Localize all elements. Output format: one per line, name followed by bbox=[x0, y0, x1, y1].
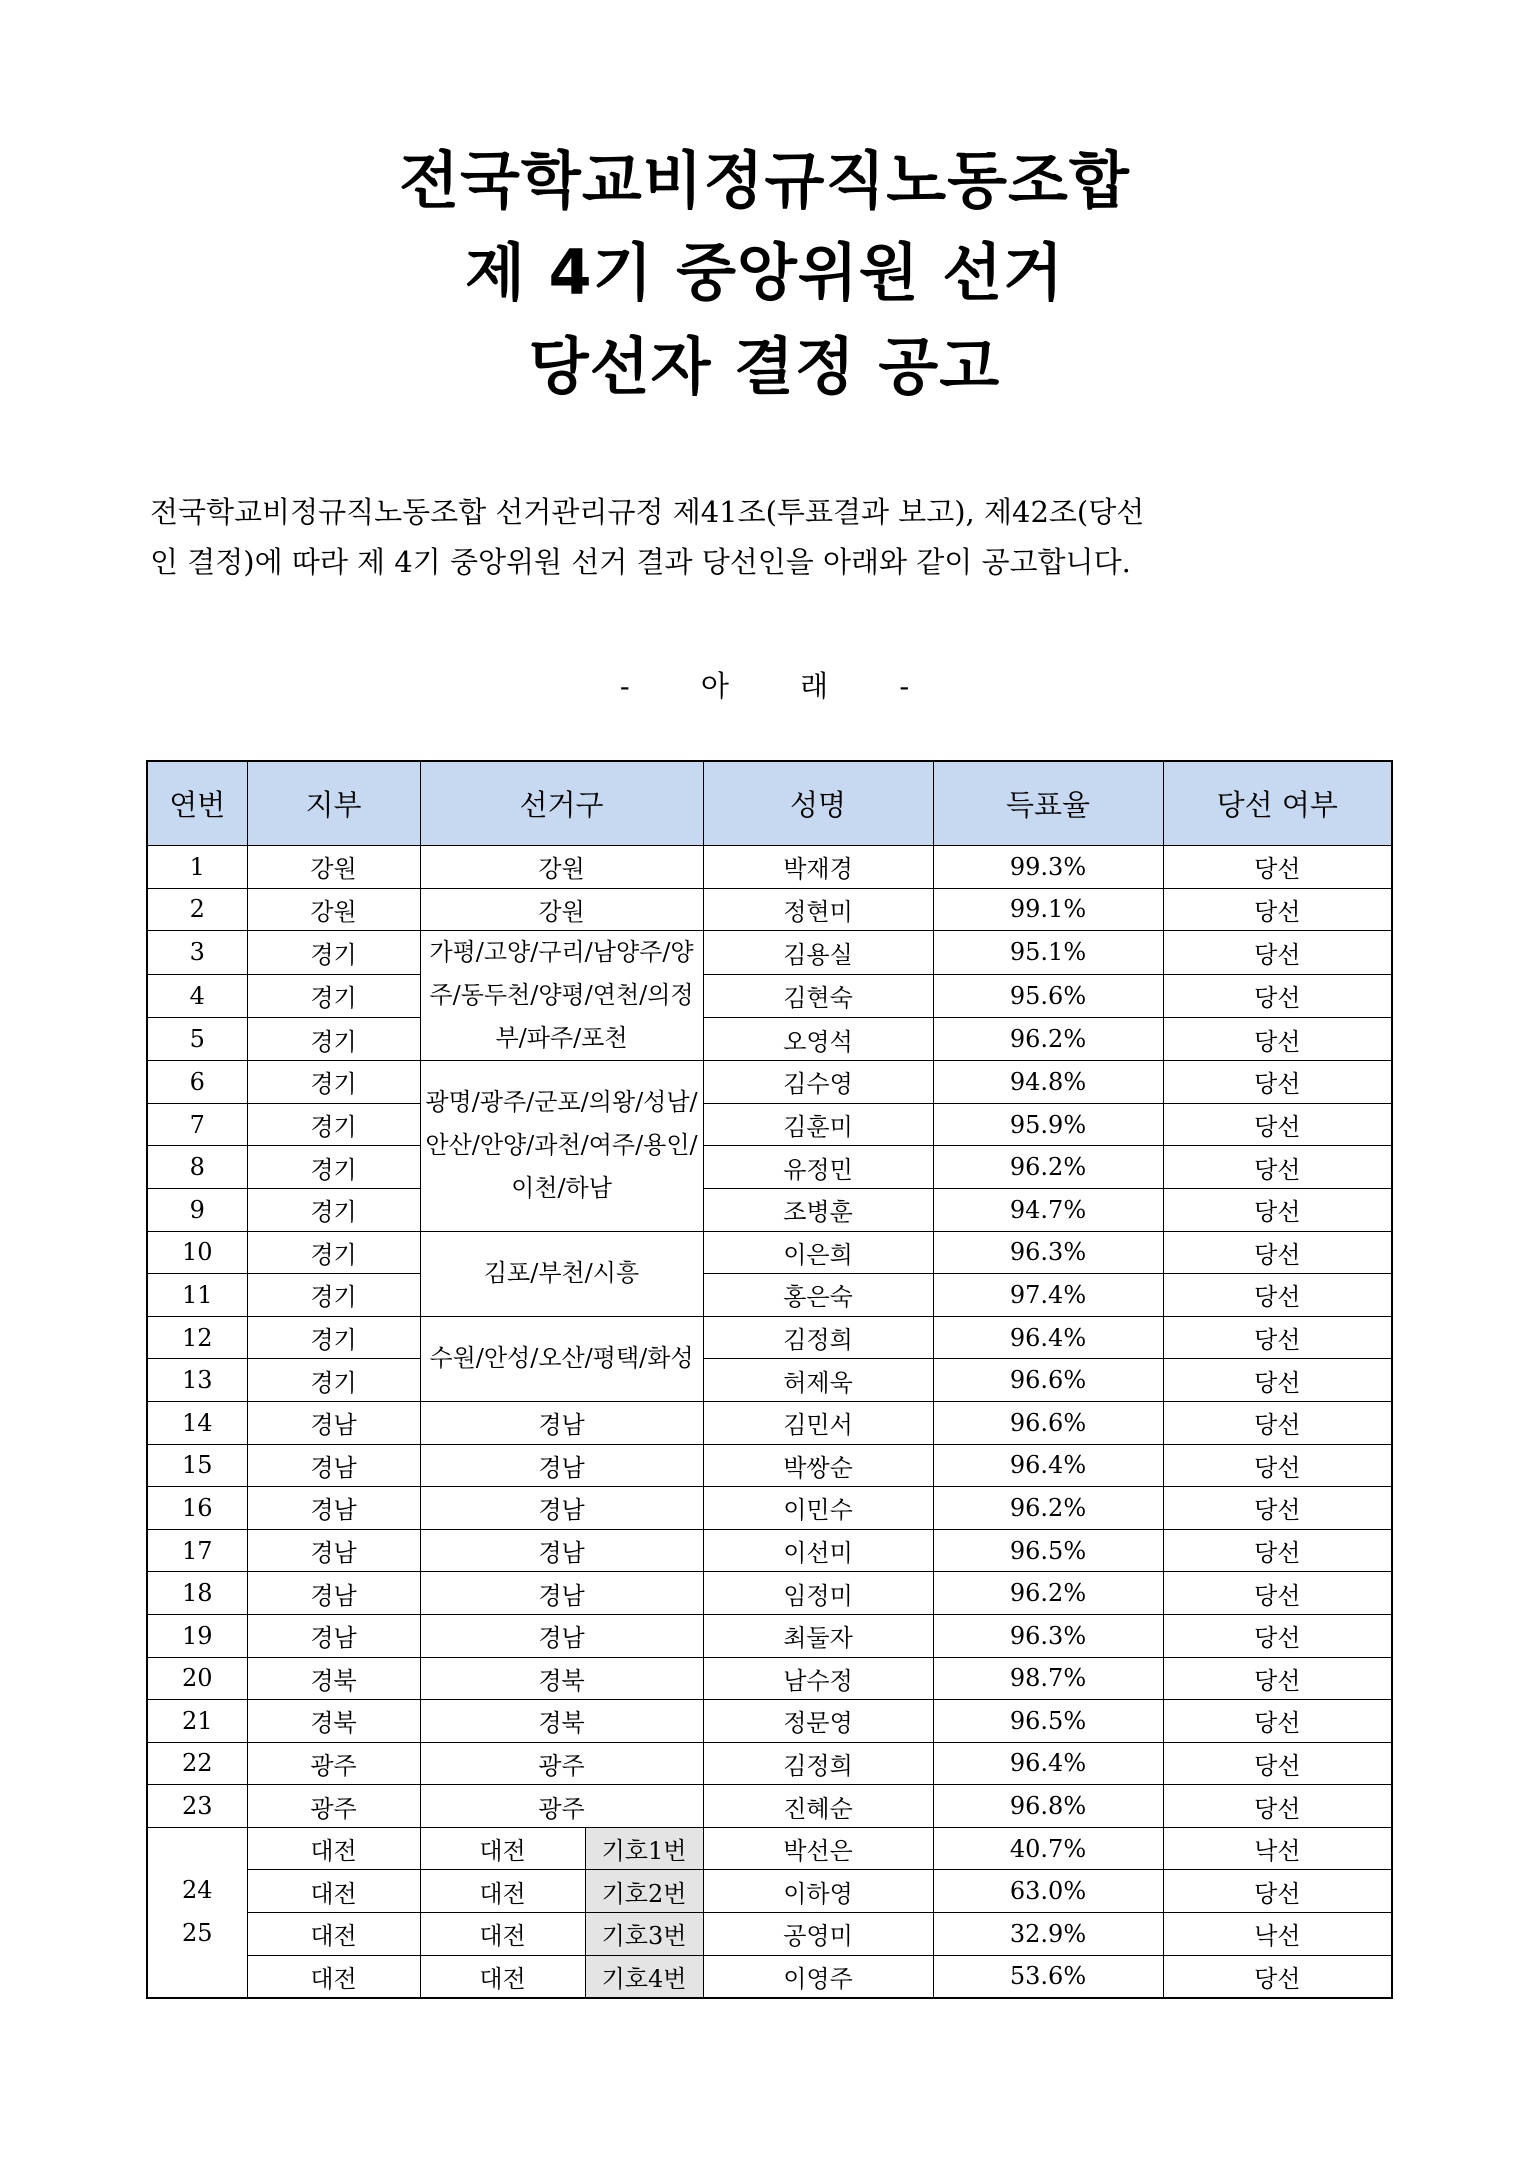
cell-symbol: 기호1번 bbox=[585, 1827, 703, 1870]
title-line-3: 당선자 결정 공고 bbox=[528, 330, 1001, 403]
cell-name: 이하영 bbox=[703, 1870, 933, 1913]
cell-result: 당선 bbox=[1163, 1444, 1392, 1487]
table-row bbox=[147, 1231, 1392, 1274]
table-row bbox=[147, 1017, 1392, 1060]
cell-branch: 경기 bbox=[247, 1274, 420, 1317]
cell-branch: 경기 bbox=[247, 1359, 420, 1402]
cell-result: 당선 bbox=[1163, 931, 1392, 974]
cell-rate: 99.1% bbox=[933, 888, 1163, 931]
cell-rate: 95.6% bbox=[933, 974, 1163, 1017]
cell-name: 이선미 bbox=[703, 1529, 933, 1572]
cell-rate: 96.5% bbox=[933, 1700, 1163, 1743]
cell-no: 13 bbox=[147, 1359, 247, 1402]
cell-name: 김용실 bbox=[703, 931, 933, 974]
cell-district: 수원/안성/오산/평택/화성 bbox=[420, 1316, 703, 1401]
table-row bbox=[147, 888, 1392, 931]
table-row bbox=[147, 1188, 1392, 1231]
cell-result: 낙선 bbox=[1163, 1827, 1392, 1870]
cell-name: 정현미 bbox=[703, 888, 933, 931]
cell-name: 정문영 bbox=[703, 1700, 933, 1743]
table-row bbox=[147, 1614, 1392, 1657]
cell-no: 17 bbox=[147, 1529, 247, 1572]
cell-result: 당선 bbox=[1163, 1188, 1392, 1231]
cell-result: 당선 bbox=[1163, 1146, 1392, 1189]
cell-name: 김수영 bbox=[703, 1061, 933, 1104]
cell-result: 당선 bbox=[1163, 1700, 1392, 1743]
cell-branch: 경남 bbox=[247, 1444, 420, 1487]
cell-name: 김정희 bbox=[703, 1316, 933, 1359]
cell-district: 광주 bbox=[420, 1742, 703, 1785]
title-line-2: 제 4기 중앙위원 선거 bbox=[464, 236, 1065, 309]
cell-no: 1 bbox=[147, 846, 247, 889]
header-branch: 지부 bbox=[247, 761, 420, 846]
cell-symbol: 기호2번 bbox=[585, 1870, 703, 1913]
cell-name: 김현숙 bbox=[703, 974, 933, 1017]
cell-name: 박쌍순 bbox=[703, 1444, 933, 1487]
cell-result: 낙선 bbox=[1163, 1913, 1392, 1956]
table-row bbox=[147, 1487, 1392, 1530]
cell-symbol: 기호3번 bbox=[585, 1913, 703, 1956]
cell-no: 11 bbox=[147, 1274, 247, 1317]
cell-branch: 경기 bbox=[247, 931, 420, 974]
cell-district: 경남 bbox=[420, 1614, 703, 1657]
cell-branch: 경남 bbox=[247, 1572, 420, 1615]
table-row bbox=[147, 1103, 1392, 1146]
table-row bbox=[147, 846, 1392, 889]
cell-branch: 광주 bbox=[247, 1742, 420, 1785]
table-row bbox=[147, 1316, 1392, 1359]
cell-rate: 96.2% bbox=[933, 1146, 1163, 1189]
cell-result: 당선 bbox=[1163, 846, 1392, 889]
cell-result: 당선 bbox=[1163, 1274, 1392, 1317]
cell-district: 광주 bbox=[420, 1785, 703, 1828]
cell-no: 7 bbox=[147, 1103, 247, 1146]
cell-rate: 96.6% bbox=[933, 1401, 1163, 1444]
cell-branch: 강원 bbox=[247, 888, 420, 931]
cell-rate: 94.8% bbox=[933, 1061, 1163, 1104]
cell-rate: 40.7% bbox=[933, 1827, 1163, 1870]
cell-rate: 96.2% bbox=[933, 1572, 1163, 1615]
cell-result: 당선 bbox=[1163, 1103, 1392, 1146]
table-header-row bbox=[147, 761, 1392, 846]
table-row bbox=[147, 931, 1392, 974]
cell-result: 당선 bbox=[1163, 1487, 1392, 1530]
cell-district: 경남 bbox=[420, 1401, 703, 1444]
table-row bbox=[147, 1827, 1392, 1870]
cell-district: 강원 bbox=[420, 846, 703, 889]
cell-name: 이민수 bbox=[703, 1487, 933, 1530]
header-district: 선거구 bbox=[420, 761, 703, 846]
cell-no: 2 bbox=[147, 888, 247, 931]
cell-branch: 경남 bbox=[247, 1614, 420, 1657]
cell-result: 당선 bbox=[1163, 1529, 1392, 1572]
cell-name: 오영석 bbox=[703, 1017, 933, 1060]
cell-result: 당선 bbox=[1163, 1614, 1392, 1657]
below-label: - 아 래 - bbox=[619, 669, 910, 703]
cell-no: 22 bbox=[147, 1742, 247, 1785]
cell-rate: 96.4% bbox=[933, 1316, 1163, 1359]
cell-district: 강원 bbox=[420, 888, 703, 931]
cell-no: 14 bbox=[147, 1401, 247, 1444]
cell-result: 당선 bbox=[1163, 1572, 1392, 1615]
table-row bbox=[147, 1913, 1392, 1956]
table-row bbox=[147, 1274, 1392, 1317]
intro-paragraph bbox=[150, 487, 1380, 587]
cell-district: 가평/고양/구리/남양주/양주/동두천/양평/연천/의정부/파주/포천 bbox=[420, 931, 703, 1061]
cell-result: 당선 bbox=[1163, 1359, 1392, 1402]
cell-district: 대전 bbox=[420, 1870, 585, 1913]
cell-no: 23 bbox=[147, 1785, 247, 1828]
cell-rate: 96.4% bbox=[933, 1742, 1163, 1785]
cell-branch: 경기 bbox=[247, 1231, 420, 1274]
intro-line-2: 인 결정)에 따라 제 4기 중앙위원 선거 결과 당선인을 아래와 같이 공고합니다. bbox=[150, 545, 1131, 579]
cell-no: 15 bbox=[147, 1444, 247, 1487]
cell-result: 당선 bbox=[1163, 1870, 1392, 1913]
cell-rate: 94.7% bbox=[933, 1188, 1163, 1231]
cell-result: 당선 bbox=[1163, 888, 1392, 931]
cell-rate: 96.2% bbox=[933, 1017, 1163, 1060]
cell-rate: 98.7% bbox=[933, 1657, 1163, 1700]
cell-branch: 경남 bbox=[247, 1401, 420, 1444]
cell-rate: 96.2% bbox=[933, 1487, 1163, 1530]
cell-no: 5 bbox=[147, 1017, 247, 1060]
cell-branch: 경기 bbox=[247, 1061, 420, 1104]
cell-district: 경남 bbox=[420, 1444, 703, 1487]
cell-name: 김훈미 bbox=[703, 1103, 933, 1146]
table-row bbox=[147, 1742, 1392, 1785]
cell-name: 임정미 bbox=[703, 1572, 933, 1615]
cell-rate: 63.0% bbox=[933, 1870, 1163, 1913]
cell-rate: 95.1% bbox=[933, 931, 1163, 974]
table-row bbox=[147, 1572, 1392, 1615]
cell-rate: 96.3% bbox=[933, 1614, 1163, 1657]
header-result: 당선 여부 bbox=[1163, 761, 1392, 846]
cell-no: 8 bbox=[147, 1146, 247, 1189]
title-line-1: 전국학교비정규직노동조합 bbox=[399, 144, 1130, 217]
intro-line-1: 전국학교비정규직노동조합 선거관리규정 제41조(투표결과 보고), 제42조(당선 bbox=[150, 495, 1145, 529]
table-row bbox=[147, 1146, 1392, 1189]
cell-no-merged bbox=[147, 1827, 247, 1997]
cell-name: 이영주 bbox=[703, 1955, 933, 1998]
cell-result: 당선 bbox=[1163, 1231, 1392, 1274]
cell-branch: 경기 bbox=[247, 1316, 420, 1359]
cell-district: 광명/광주/군포/의왕/성남/안산/안양/과천/여주/용인/이천/하남 bbox=[420, 1061, 703, 1231]
cell-no: 4 bbox=[147, 974, 247, 1017]
cell-district: 대전 bbox=[420, 1913, 585, 1956]
cell-branch: 경기 bbox=[247, 1103, 420, 1146]
cell-result: 당선 bbox=[1163, 1316, 1392, 1359]
table-row bbox=[147, 1700, 1392, 1743]
cell-district: 대전 bbox=[420, 1827, 585, 1870]
cell-district: 경남 bbox=[420, 1572, 703, 1615]
cell-name: 허제욱 bbox=[703, 1359, 933, 1402]
cell-branch: 경북 bbox=[247, 1657, 420, 1700]
table-row bbox=[147, 1657, 1392, 1700]
cell-branch: 대전 bbox=[247, 1870, 420, 1913]
cell-result: 당선 bbox=[1163, 1061, 1392, 1104]
cell-rate: 96.4% bbox=[933, 1444, 1163, 1487]
cell-result: 당선 bbox=[1163, 1657, 1392, 1700]
cell-name: 공영미 bbox=[703, 1913, 933, 1956]
cell-name: 김정희 bbox=[703, 1742, 933, 1785]
cell-symbol: 기호4번 bbox=[585, 1955, 703, 1998]
cell-rate: 96.3% bbox=[933, 1231, 1163, 1274]
cell-result: 당선 bbox=[1163, 1017, 1392, 1060]
cell-branch: 대전 bbox=[247, 1827, 420, 1870]
cell-result: 당선 bbox=[1163, 1742, 1392, 1785]
header-rate: 득표율 bbox=[933, 761, 1163, 846]
cell-name: 박재경 bbox=[703, 846, 933, 889]
cell-branch: 경기 bbox=[247, 974, 420, 1017]
cell-no-top: 24 bbox=[181, 1876, 213, 1905]
cell-no: 9 bbox=[147, 1188, 247, 1231]
cell-rate: 96.6% bbox=[933, 1359, 1163, 1402]
results-table bbox=[146, 760, 1393, 1999]
cell-rate: 96.8% bbox=[933, 1785, 1163, 1828]
table-row bbox=[147, 974, 1392, 1017]
cell-branch: 경남 bbox=[247, 1529, 420, 1572]
cell-name: 김민서 bbox=[703, 1401, 933, 1444]
cell-district: 김포/부천/시흥 bbox=[420, 1231, 703, 1316]
cell-no-bottom: 25 bbox=[181, 1919, 213, 1948]
header-no: 연번 bbox=[147, 761, 247, 846]
cell-no: 20 bbox=[147, 1657, 247, 1700]
cell-branch: 광주 bbox=[247, 1785, 420, 1828]
cell-district: 경북 bbox=[420, 1657, 703, 1700]
cell-no: 18 bbox=[147, 1572, 247, 1615]
cell-district: 경남 bbox=[420, 1487, 703, 1530]
cell-rate: 53.6% bbox=[933, 1955, 1163, 1998]
table-row bbox=[147, 1529, 1392, 1572]
table-row bbox=[147, 1401, 1392, 1444]
cell-name: 박선은 bbox=[703, 1827, 933, 1870]
cell-no: 6 bbox=[147, 1061, 247, 1104]
cell-branch: 경기 bbox=[247, 1188, 420, 1231]
cell-result: 당선 bbox=[1163, 974, 1392, 1017]
cell-name: 남수정 bbox=[703, 1657, 933, 1700]
cell-rate: 32.9% bbox=[933, 1913, 1163, 1956]
table-row bbox=[147, 1359, 1392, 1402]
cell-result: 당선 bbox=[1163, 1785, 1392, 1828]
cell-no: 12 bbox=[147, 1316, 247, 1359]
cell-branch: 강원 bbox=[247, 846, 420, 889]
cell-name: 조병훈 bbox=[703, 1188, 933, 1231]
cell-name: 유정민 bbox=[703, 1146, 933, 1189]
cell-rate: 97.4% bbox=[933, 1274, 1163, 1317]
cell-branch: 경남 bbox=[247, 1487, 420, 1530]
cell-branch: 경북 bbox=[247, 1700, 420, 1743]
table-row bbox=[147, 1061, 1392, 1104]
cell-branch: 대전 bbox=[247, 1913, 420, 1956]
cell-name: 최둘자 bbox=[703, 1614, 933, 1657]
cell-district: 대전 bbox=[420, 1955, 585, 1998]
header-name: 성명 bbox=[703, 761, 933, 846]
table-row bbox=[147, 1444, 1392, 1487]
cell-district: 경남 bbox=[420, 1529, 703, 1572]
table-row bbox=[147, 1785, 1392, 1828]
cell-branch: 경기 bbox=[247, 1146, 420, 1189]
cell-name: 이은희 bbox=[703, 1231, 933, 1274]
cell-result: 당선 bbox=[1163, 1401, 1392, 1444]
cell-result: 당선 bbox=[1163, 1955, 1392, 1998]
table-row bbox=[147, 1870, 1392, 1913]
cell-no: 16 bbox=[147, 1487, 247, 1530]
cell-rate: 95.9% bbox=[933, 1103, 1163, 1146]
cell-name: 진혜순 bbox=[703, 1785, 933, 1828]
cell-branch: 경기 bbox=[247, 1017, 420, 1060]
cell-rate: 96.5% bbox=[933, 1529, 1163, 1572]
cell-no: 3 bbox=[147, 931, 247, 974]
cell-district: 경북 bbox=[420, 1700, 703, 1743]
table-row bbox=[147, 1955, 1392, 1998]
cell-rate: 99.3% bbox=[933, 846, 1163, 889]
cell-no: 19 bbox=[147, 1614, 247, 1657]
cell-name: 홍은숙 bbox=[703, 1274, 933, 1317]
cell-no: 21 bbox=[147, 1700, 247, 1743]
cell-branch: 대전 bbox=[247, 1955, 420, 1998]
cell-no: 10 bbox=[147, 1231, 247, 1274]
